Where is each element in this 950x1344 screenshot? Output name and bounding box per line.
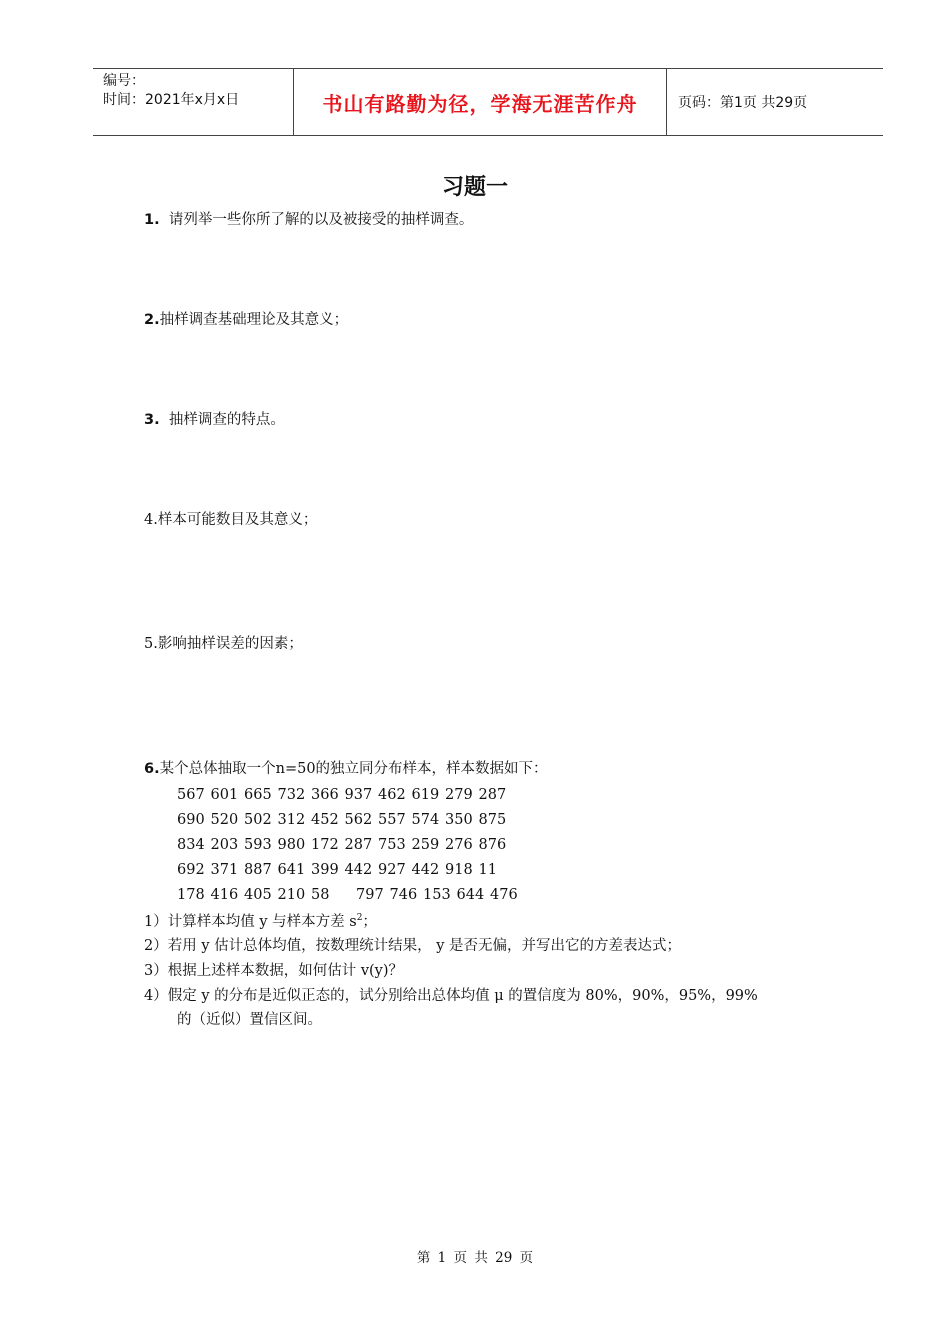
data-cell: 350 <box>445 812 473 828</box>
data-cell: 476 <box>490 887 518 903</box>
data-cell: 562 <box>344 812 373 828</box>
serial-label: 编号： <box>103 73 145 89</box>
question-number: 6. <box>144 761 160 777</box>
data-row <box>177 833 524 858</box>
data-cell: 58 <box>311 887 330 903</box>
question-3 <box>144 409 285 431</box>
data-cell: 875 <box>478 812 507 828</box>
data-cell: 276 <box>445 837 473 853</box>
data-cell: 876 <box>478 837 507 853</box>
data-cell: 153 <box>423 887 451 903</box>
question-5 <box>144 633 303 655</box>
data-cell: 567 <box>177 787 205 803</box>
question-text: 抽样调查的特点。 <box>159 412 285 428</box>
data-cell: 312 <box>277 812 306 828</box>
question-number: 1. <box>144 212 160 228</box>
subquestion-1 <box>144 906 758 934</box>
question-text: 影响抽样误差的因素； <box>157 636 303 652</box>
data-cell: 937 <box>344 787 373 803</box>
data-cell: 692 <box>177 862 205 878</box>
question-number: 5. <box>144 636 158 652</box>
subquestion-4-continued: 的（近似）置信区间。 <box>177 1012 322 1029</box>
data-cell: 462 <box>378 787 406 803</box>
data-cell: 405 <box>244 887 272 903</box>
data-cell: 746 <box>389 887 418 903</box>
data-row <box>177 808 524 833</box>
data-cell: 593 <box>244 837 272 853</box>
question-text: 抽样调查基础理论及其意义； <box>159 312 349 328</box>
data-cell: 11 <box>478 862 497 878</box>
data-cell: 287 <box>344 837 373 853</box>
data-cell: 887 <box>244 862 272 878</box>
question-1 <box>144 209 473 231</box>
data-cell: 690 <box>177 812 205 828</box>
data-cell: 502 <box>244 812 272 828</box>
sample-data-table <box>177 783 524 908</box>
data-cell: 641 <box>277 862 306 878</box>
superscript: 2 <box>356 913 363 923</box>
data-cell: 366 <box>311 787 339 803</box>
question-text: 某个总体抽取一个n=50的独立同分布样本，样本数据如下： <box>159 761 548 777</box>
data-row <box>177 858 524 883</box>
subquestion-1-text: 1）计算样本均值 y 与样本方差 s <box>144 913 357 930</box>
data-cell: 203 <box>210 837 239 853</box>
data-cell: 210 <box>277 887 306 903</box>
data-cell: 980 <box>277 837 306 853</box>
data-cell: 644 <box>456 887 485 903</box>
data-cell: 601 <box>210 787 239 803</box>
header-page-cell <box>667 69 883 135</box>
question-6 <box>144 758 548 780</box>
data-cell: 399 <box>311 862 339 878</box>
subquestion-3: 3）根据上述样本数据，如何估计 v(y)？ <box>144 963 404 980</box>
question-2 <box>144 309 348 331</box>
data-cell: 834 <box>177 837 205 853</box>
question-4 <box>144 509 317 531</box>
data-cell: 172 <box>311 837 339 853</box>
data-cell: 279 <box>445 787 473 803</box>
time-label: 时间：2021年x月x日 <box>103 92 240 108</box>
subquestion-2: 2）若用 y 估计总体均值，按数理统计结果， y 是否无偏，并写出它的方差表达式； <box>144 938 682 955</box>
question-text: 请列举一些你所了解的以及被接受的抽样调查。 <box>159 212 474 228</box>
data-cell: 732 <box>277 787 306 803</box>
motto-text: 书山有路勤为径，学海无涯苦作舟 <box>322 91 638 116</box>
data-row <box>177 883 524 908</box>
subquestion-1-end: ； <box>362 913 377 930</box>
data-cell: 287 <box>478 787 507 803</box>
data-cell: 557 <box>378 812 406 828</box>
header-left-cell <box>93 69 294 135</box>
page-title: 习题一 <box>441 175 508 200</box>
data-cell: 918 <box>445 862 473 878</box>
page-footer: 第 1 页 共 29 页 <box>416 1250 534 1266</box>
data-cell: 259 <box>411 837 440 853</box>
question-text: 样本可能数目及其意义； <box>157 512 318 528</box>
page-info: 页码：第1页 共29页 <box>678 95 808 111</box>
subquestion-4: 4）假定 y 的分布是近似正态的，试分别给出总体均值 μ 的置信度为 80%，90%，95%，99% <box>144 987 758 1004</box>
data-cell: 442 <box>411 862 440 878</box>
data-cell: 665 <box>244 787 272 803</box>
data-cell: 371 <box>210 862 239 878</box>
data-cell: 797 <box>356 887 384 903</box>
header-table <box>93 68 883 136</box>
data-row <box>177 783 524 808</box>
data-cell: 520 <box>210 812 239 828</box>
data-cell: 416 <box>210 887 239 903</box>
header-motto-cell <box>294 69 667 135</box>
data-cell: 442 <box>344 862 373 878</box>
question-number: 2. <box>144 312 160 328</box>
subquestions <box>144 906 758 1033</box>
question-number: 4. <box>144 512 158 528</box>
data-cell: 178 <box>177 887 205 903</box>
data-cell: 452 <box>311 812 339 828</box>
data-cell: 927 <box>378 862 406 878</box>
question-number: 3. <box>144 412 160 428</box>
data-cell: 574 <box>411 812 440 828</box>
data-cell: 619 <box>411 787 440 803</box>
data-cell: 753 <box>378 837 406 853</box>
